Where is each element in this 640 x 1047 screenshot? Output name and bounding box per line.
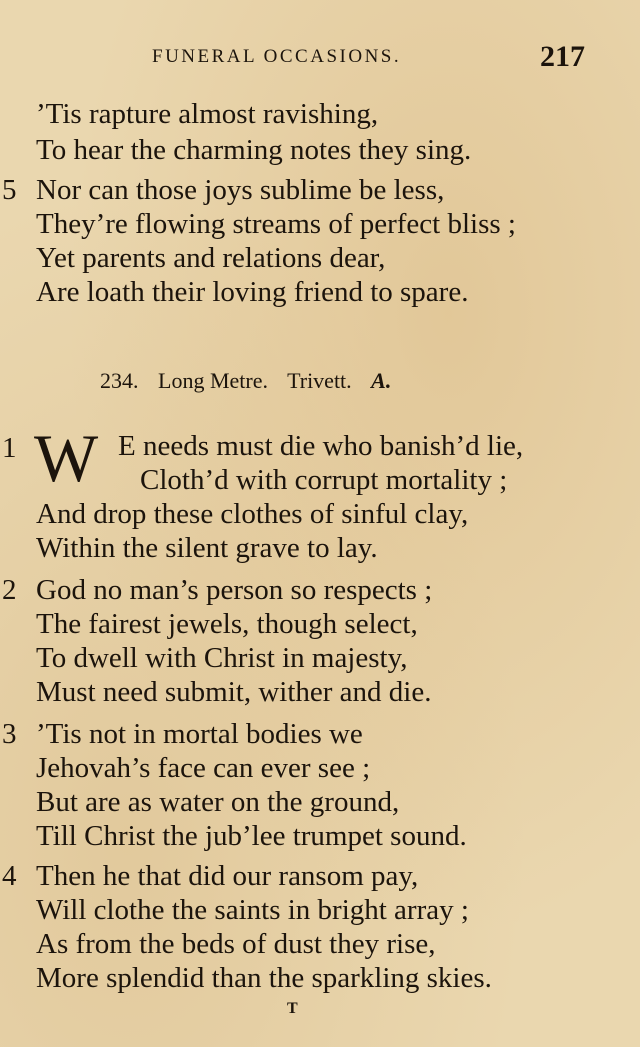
verse-line: Till Christ the jub’lee trumpet sound. (36, 820, 467, 852)
author-mark: A. (371, 368, 392, 393)
stanza-number: 3 (2, 718, 17, 750)
verse-line: As from the beds of dust they rise, (36, 928, 436, 960)
page-header (0, 40, 640, 80)
hymn-number: 234. (100, 368, 139, 393)
stanza-number: 2 (2, 574, 17, 606)
verse-line: They’re flowing streams of perfect bliss ; (36, 208, 516, 240)
verse-line: Will clothe the saints in bright array ; (36, 894, 469, 926)
verse-line: Cloth’d with corrupt mortality ; (140, 464, 508, 496)
verse-line: Nor can those joys sublime be less, (36, 174, 445, 206)
verse-line: E needs must die who banish’d lie, (118, 430, 524, 462)
verse-line: ’Tis rapture almost ravishing, (36, 98, 379, 130)
verse-line: Jehovah’s face can ever see ; (36, 752, 371, 784)
stanza-number: 5 (2, 174, 17, 206)
verse-line: Yet parents and relations dear, (36, 242, 386, 274)
hymn-heading (100, 368, 405, 394)
verse-line: Are loath their loving friend to spare. (36, 276, 469, 308)
verse-line: To hear the charming notes they sing. (36, 134, 472, 166)
signature-mark: T (287, 1000, 298, 1017)
stanza-number: 4 (2, 860, 17, 892)
verse-line: Must need submit, wither and die. (36, 676, 432, 708)
verse-line: More splendid than the sparkling skies. (36, 962, 492, 994)
verse-line: But are as water on the ground, (36, 786, 400, 818)
stanza-number: 1 (2, 432, 17, 464)
verse-line: And drop these clothes of sinful clay, (36, 498, 469, 530)
verse-line: The fairest jewels, though select, (36, 608, 418, 640)
verse-line: ’Tis not in mortal bodies we (36, 718, 363, 750)
verse-line: God no man’s person so respects ; (36, 574, 433, 606)
hymn-tune: Trivett. (287, 368, 352, 393)
page-number: 217 (540, 40, 585, 73)
running-head: FUNERAL OCCASIONS. (152, 46, 402, 67)
verse-line: To dwell with Christ in majesty, (36, 642, 408, 674)
drop-cap: W (34, 420, 99, 496)
hymn-meter: Long Metre. (158, 368, 268, 393)
verse-line: Within the silent grave to lay. (36, 532, 378, 564)
verse-line: Then he that did our ransom pay, (36, 860, 419, 892)
